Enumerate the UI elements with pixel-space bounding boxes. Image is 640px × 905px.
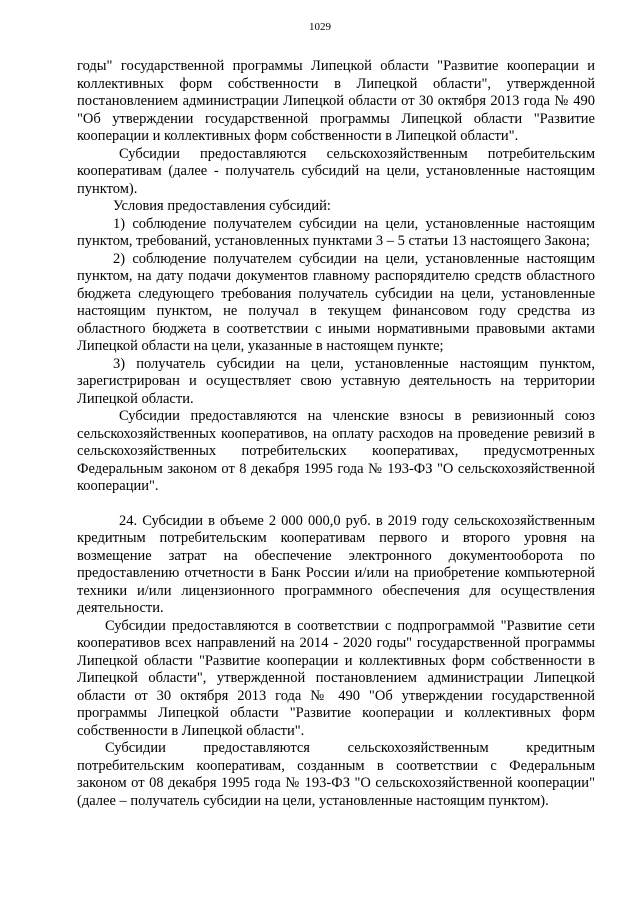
- paragraph-subprogram: Субсидии предоставляются в соответствии с подпрограммой "Развитие сети кооперативов всех направлений на 2014 - 2020 годы" государственной программы Липецкой области "Развитие кооперации и коллективных форм собственности в Липецкой области", утвержденной постановлением администрации Липецкой области от 30 октября 2013 года № 490 "Об утверждении государственной программы Липецкой области "Развитие кооперации и коллективных форм собственности в Липецкой области".: [77, 617, 595, 739]
- paragraph-membership-fees: Субсидии предоставляются на членские взносы в ревизионный союз сельскохозяйственных кооперативов, на оплату расходов на проведение ревизий в сельскохозяйственных потребительских кооперативах, предусмотренных Федеральным законом от 8 декабря 1995 года № 193-ФЗ "О сельскохозяйственной кооперации".: [77, 408, 595, 494]
- paragraph-condition-1: 1) соблюдение получателем субсидии на цели, установленные настоящим пунктом, требований, установленных пунктами 3 – 5 статьи 13 настоящего Закона;: [77, 215, 595, 249]
- paragraph-spacer: [77, 496, 595, 513]
- paragraph-program-continuation: годы" государственной программы Липецкой области "Развитие кооперации и коллективных форм собственности в Липецкой области", утвержденной постановлением администрации Липецкой области от 30 октября 2013 года № 490 "Об утверждении государственной программы Липецкой области "Развитие кооперации и коллективных форм собственности в Липецкой области".: [77, 58, 595, 144]
- paragraph-condition-2: 2) соблюдение получателем субсидии на цели, установленные настоящим пунктом, на дату подачи документов главному распорядителю средств областного бюджета следующего требования получатель субсидии на цели, установленные настоящим пунктом, не получал в текущем финансовом году средства из областного бюджета в соответствии с иными нормативными правовыми актами Липецкой области на цели, указанные в настоящем пункте;: [77, 250, 595, 354]
- paragraph-condition-3: 3) получатель субсидии на цели, установленные настоящим пунктом, зарегистрирован и осуществляет свою уставную деятельность на территории Липецкой области.: [77, 355, 595, 407]
- page-number: 1029: [309, 21, 331, 33]
- paragraph-credit-cooperatives: Субсидии предоставляются сельскохозяйственным кредитным потребительским кооперативам, созданным в соответствии с Федеральным законом от 08 декабря 1995 года № 193-ФЗ "О сельскохозяйственной кооперации" (далее – получатель субсидии на цели, установленные настоящим пунктом).: [77, 740, 595, 809]
- paragraph-conditions-heading: Условия предоставления субсидий:: [113, 198, 331, 214]
- paragraph-item-24: 24. Субсидии в объеме 2 000 000,0 руб. в 2019 году сельскохозяйственным кредитным потребительским кооперативам первого и второго уровня на возмещение затрат на обеспечение электронного документооборота по предоставлению отчетности в Банк России и/или на приобретение компьютерной техники и/или лицензионного программного обеспечения для осуществления деятельности.: [77, 512, 595, 616]
- paragraph-subsidy-recipients: Субсидии предоставляются сельскохозяйственным потребительским кооперативам (далее - получатель субсидий на цели, установленные настоящим пунктом).: [77, 145, 595, 197]
- document-body: [77, 58, 595, 810]
